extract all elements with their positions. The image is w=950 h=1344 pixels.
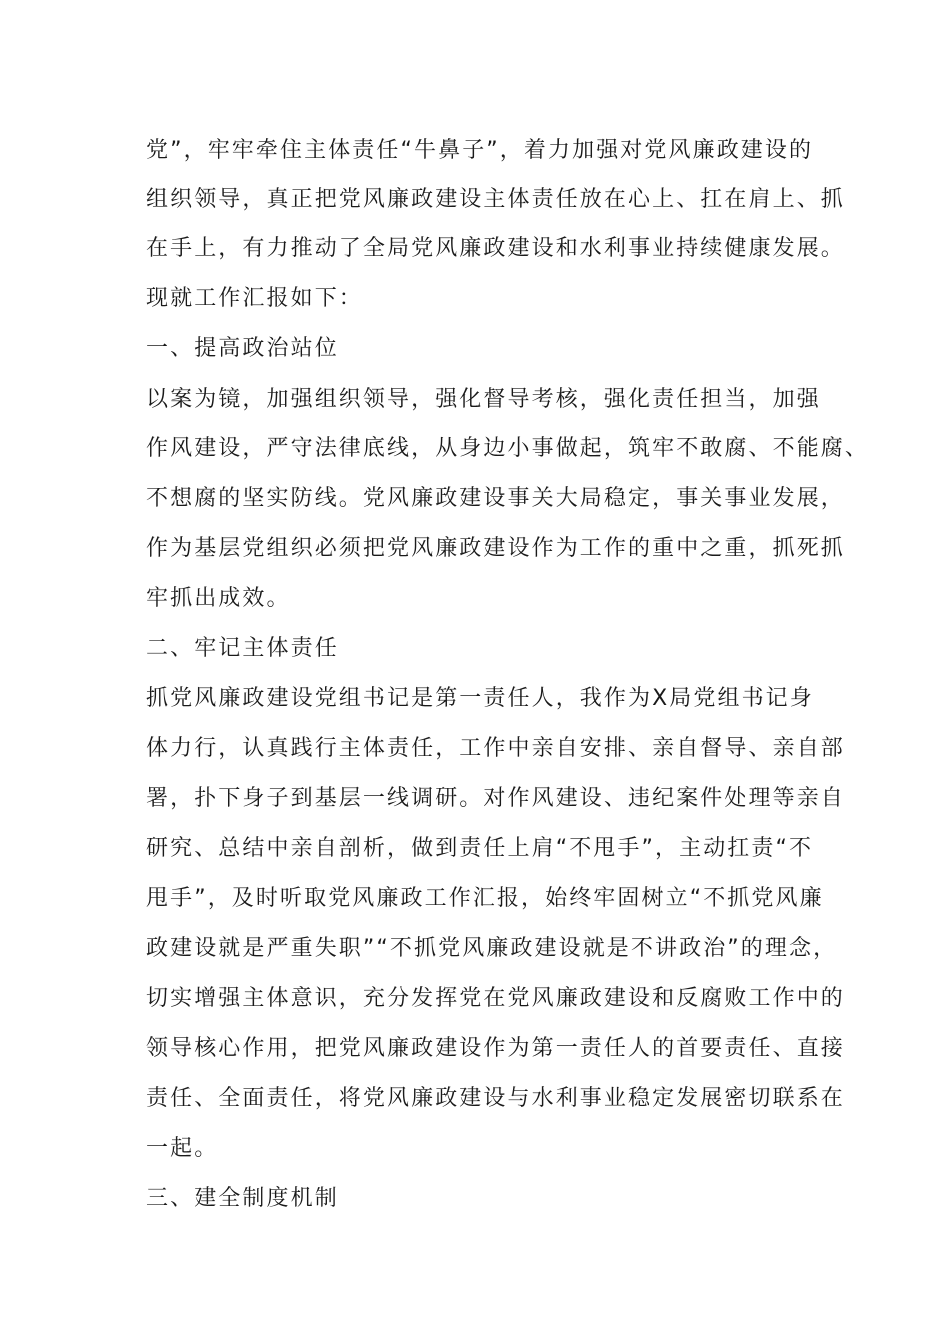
paragraph-line: 不想腐的坚实防线。党风廉政建设事关大局稳定，事关事业发展，	[146, 486, 845, 511]
paragraph-line: 抓党风廉政建设党组书记是第一责任人，我作为X局党组书记身	[146, 686, 814, 711]
paragraph-line: 领导核心作用，把党风廉政建设作为第一责任人的首要责任、直接	[146, 1036, 845, 1061]
paragraph-line: 以案为镜，加强组织领导，强化督导考核，强化责任担当，加强	[146, 387, 821, 412]
paragraph-line: 作风建设，严守法律底线，从身边小事做起，筑牢不敢腐、不能腐、	[146, 436, 870, 461]
paragraph-line: 牢抓出成效。	[146, 586, 291, 611]
paragraph-line: 研究、总结中亲自剖析，做到责任上肩“不甩手”，主动扛责“不	[146, 836, 814, 861]
paragraph-line: 署，扑下身子到基层一线调研。对作风建设、违纪案件处理等亲自	[146, 786, 845, 811]
section-heading: 三、建全制度机制	[146, 1186, 339, 1211]
section-heading: 二、牢记主体责任	[146, 636, 339, 661]
paragraph-line: 政建设就是严重失职”“不抓党风廉政建设就是不讲政治”的理念，	[146, 936, 838, 961]
section-heading: 一、提高政治站位	[146, 336, 339, 361]
paragraph-line: 甩手”，及时听取党风廉政工作汇报，始终牢固树立“不抓党风廉	[146, 886, 824, 911]
paragraph-line: 在手上，有力推动了全局党风廉政建设和水利事业持续健康发展。	[146, 236, 845, 261]
paragraph-line: 现就工作汇报如下：	[146, 286, 363, 311]
paragraph-line: 党”，牢牢牵住主体责任“牛鼻子”，着力加强对党风廉政建设的	[146, 138, 814, 163]
paragraph-line: 一起。	[146, 1136, 219, 1161]
paragraph-line: 体力行，认真践行主体责任，工作中亲自安排、亲自督导、亲自部	[146, 736, 845, 761]
paragraph-line: 组织领导，真正把党风廉政建设主体责任放在心上、扛在肩上、抓	[146, 187, 845, 212]
paragraph-line: 作为基层党组织必须把党风廉政建设作为工作的重中之重，抓死抓	[146, 536, 845, 561]
paragraph-line: 责任、全面责任，将党风廉政建设与水利事业稳定发展密切联系在	[146, 1086, 845, 1111]
paragraph-line: 切实增强主体意识，充分发挥党在党风廉政建设和反腐败工作中的	[146, 986, 845, 1011]
